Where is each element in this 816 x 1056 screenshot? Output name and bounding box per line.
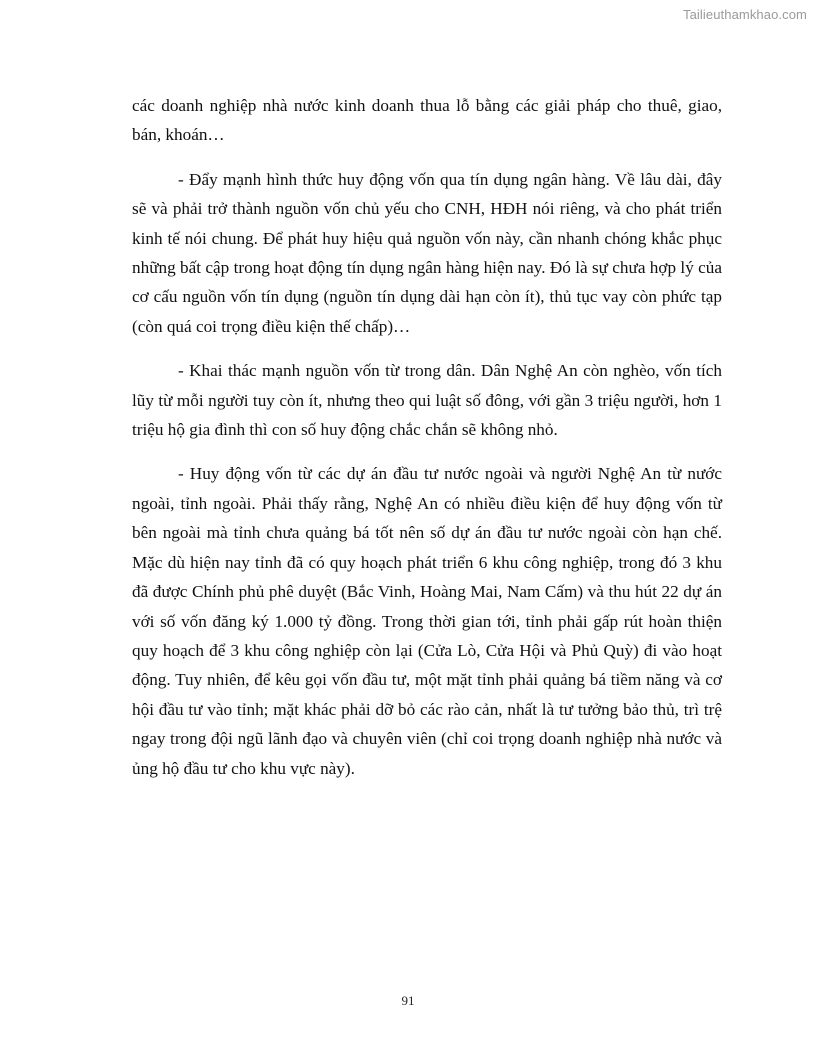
paragraph-continuation: các doanh nghiệp nhà nước kinh doanh thua lỗ bằng các giải pháp cho thuê, giao, bán, khoán… [132,96,722,145]
paragraph-foreign-investment: - Huy động vốn từ các dự án đầu tư nước ngoài và người Nghệ An từ nước ngoài, tỉnh ngoài. Phải thấy rằng, Nghệ An có nhiều điều kiện để huy động vốn từ bên ngoài mà tỉnh chưa quảng bá tốt nên số dự án đầu tư nước ngoài còn hạn chế. Mặc dù hiện nay tỉnh đã có quy hoạch phát triển 6 khu công nghiệp, trong đó 3 khu đã được Chính phủ phê duyệt (Bắc Vinh, Hoàng Mai, Nam Cấm) và thu hút 22 dự án với số vốn đăng ký 1.000 tỷ đồng. Trong thời gian tới, tỉnh phải gấp rút hoàn thiện quy hoạch để 3 khu công nghiệp còn lại (Cửa Lò, Cửa Hội và Phủ Quỳ) đi vào hoạt động. Tuy nhiên, để kêu gọi vốn đầu tư, một mặt tỉnh phải quảng bá tiềm năng và cơ hội đầu tư vào tỉnh; mặt khác phải dỡ bỏ các rào cản, nhất là tư tưởng bảo thủ, trì trệ ngay trong đội ngũ lãnh đạo và chuyên viên (chỉ coi trọng doanh nghiệp nhà nước và ủng hộ đầu tư cho khu vực này). [132,464,722,778]
page-number: 91 [401,993,415,1008]
watermark-text: Tailieuthamkhao.com [682,7,807,22]
paragraph-bank-credit: - Đẩy mạnh hình thức huy động vốn qua tín dụng ngân hàng. Về lâu dài, đây sẽ và phải trở thành nguồn vốn chủ yếu cho CNH, HĐH nói riêng, và cho phát triển kinh tế nói chung. Để phát huy hiệu quả nguồn vốn này, cần nhanh chóng khắc phục những bất cập trong hoạt động tín dụng ngân hàng hiện nay. Đó là sự chưa hợp lý của cơ cấu nguồn vốn tín dụng (nguồn tín dụng dài hạn còn ít), thủ tục vay còn phức tạp (còn quá coi trọng điều kiện thế chấp)… [132,169,722,336]
paragraph-household-capital: - Khai thác mạnh nguồn vốn từ trong dân. Dân Nghệ An còn nghèo, vốn tích lũy từ mỗi người tuy còn ít, nhưng theo qui luật số đông, với gần 3 triệu người, hơn 1 triệu hộ gia đình thì con số huy động chắc chắn sẽ không nhỏ. [132,361,722,440]
document-body [132,91,722,798]
